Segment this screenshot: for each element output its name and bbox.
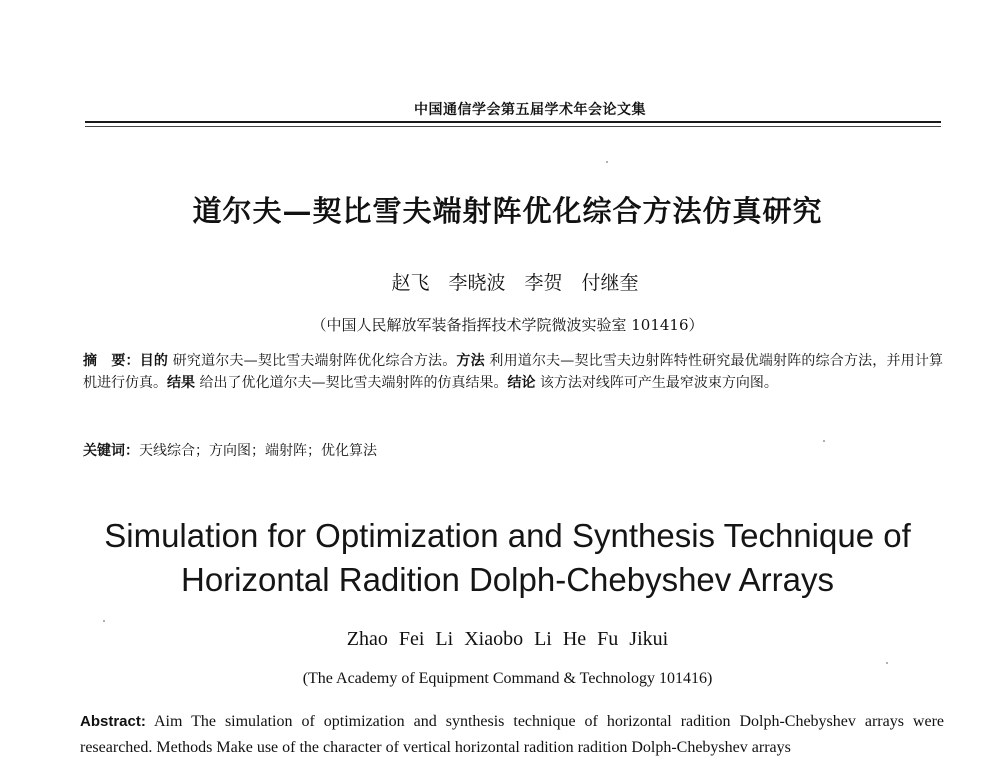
header-rule-thick: [85, 121, 941, 123]
abstract-aim-text: 研究道尔夫—契比雪夫端射阵优化综合方法。: [168, 353, 457, 369]
english-authors: Zhao Fei Li Xiaobo Li He Fu Jikui: [346, 628, 669, 650]
abstract-results-text: 给出了优化道尔夫—契比雪夫端射阵的仿真结果。: [195, 375, 508, 391]
running-head: 中国通信学会第五届学术年会论文集: [414, 102, 646, 118]
chinese-abstract-label: 摘 要：: [83, 353, 140, 369]
keywords-label: 关键词：: [83, 443, 139, 459]
scan-speck: [606, 161, 608, 163]
abstract-conclusion-text: 该方法对线阵可产生最窄波束方向图。: [535, 375, 778, 391]
chinese-abstract: [83, 350, 943, 394]
chinese-affiliation: （中国人民解放军装备指挥技术学院微波实验室 101416）: [311, 316, 704, 334]
english-title-line-2: Horizontal Radition Dolph-Chebyshev Arrays: [181, 561, 834, 598]
chinese-keywords: [83, 441, 943, 461]
abstract-conclusion-label: 结论: [507, 375, 536, 391]
chinese-title: 道尔夫—契比雪夫端射阵优化综合方法仿真研究: [192, 194, 823, 228]
english-title-line-1: Simulation for Optimization and Synthesis Technique of: [104, 517, 911, 554]
scan-speck: [103, 620, 105, 622]
abstract-methods-text: 利用道尔夫—契比雪夫边射阵特性研究最优端射阵的综合方法，并用计算机进行仿真。: [83, 353, 944, 391]
english-affiliation: (The Academy of Equipment Command & Technology 101416): [302, 670, 713, 687]
abstract-results-label: 结果: [167, 375, 195, 391]
english-title: [0, 514, 1000, 602]
keywords-text: 天线综合；方向图；端射阵；优化算法: [139, 443, 377, 459]
chinese-authors: 赵飞 李晓波 李贺 付继奎: [391, 272, 639, 294]
scan-speck: [823, 440, 825, 442]
english-abstract: [80, 709, 944, 760]
abstract-methods-label: 方法: [456, 353, 485, 369]
scan-speck: [886, 662, 888, 664]
header-rule-thin: [85, 126, 941, 127]
english-abstract-text: Aim The simulation of optimization and synthesis technique of horizontal radition Dolph-Chebyshev arrays were researched. Methods Make use of the character of vertical horizontal radition radition Dolph-Chebyshev arrays: [80, 713, 944, 756]
abstract-aim-label: 目的: [139, 353, 169, 369]
english-abstract-label: Abstract:: [80, 713, 146, 730]
